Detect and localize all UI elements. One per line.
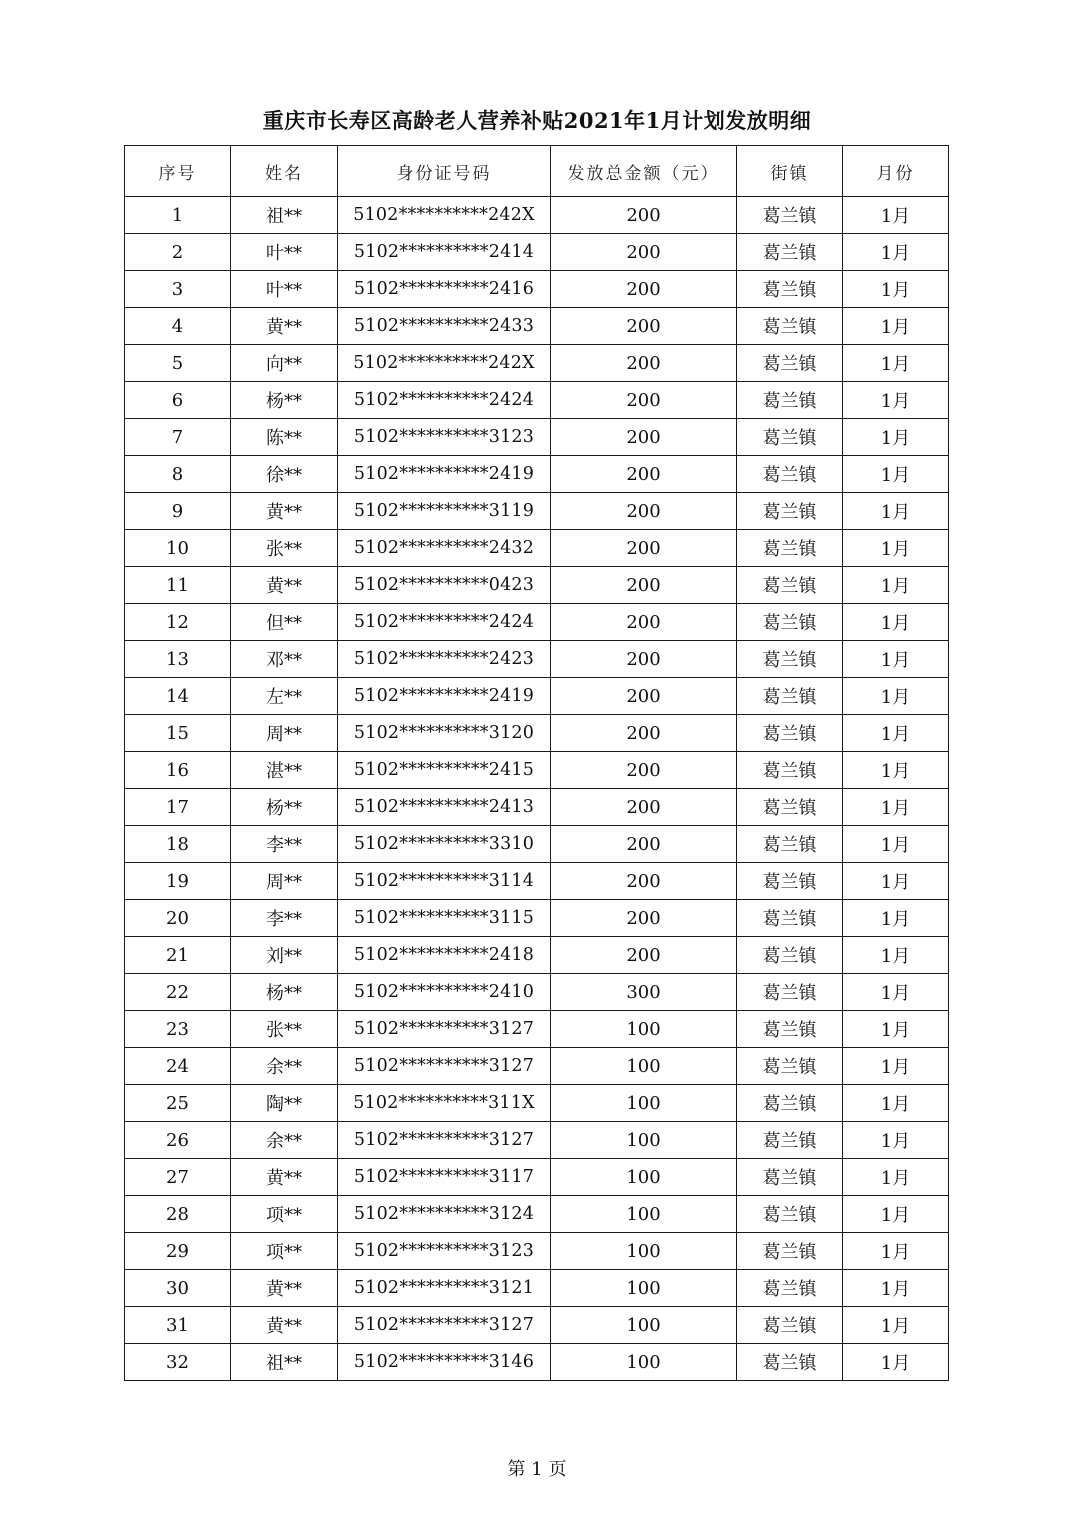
cell-month: 1月 [843,308,949,345]
cell-name: 黄** [231,308,338,345]
cell-id-number: 5102**********3123 [338,419,551,456]
cell-month: 1月 [843,752,949,789]
cell-town: 葛兰镇 [737,641,843,678]
cell-name: 黄** [231,1159,338,1196]
cell-town: 葛兰镇 [737,937,843,974]
cell-month: 1月 [843,1159,949,1196]
cell-serial-number: 15 [125,715,231,752]
cell-town: 葛兰镇 [737,1085,843,1122]
cell-name: 左** [231,678,338,715]
cell-month: 1月 [843,715,949,752]
cell-month: 1月 [843,1048,949,1085]
cell-name: 向** [231,345,338,382]
cell-id-number: 5102**********3127 [338,1307,551,1344]
cell-town: 葛兰镇 [737,974,843,1011]
table-row [125,456,949,493]
cell-amount: 100 [551,1085,737,1122]
table-row [125,826,949,863]
cell-name: 余** [231,1048,338,1085]
cell-serial-number: 13 [125,641,231,678]
cell-town: 葛兰镇 [737,1159,843,1196]
cell-serial-number: 30 [125,1270,231,1307]
table-row [125,752,949,789]
cell-id-number: 5102**********0423 [338,567,551,604]
cell-serial-number: 12 [125,604,231,641]
cell-name: 李** [231,900,338,937]
cell-town: 葛兰镇 [737,1048,843,1085]
cell-month: 1月 [843,789,949,826]
cell-name: 杨** [231,382,338,419]
cell-town: 葛兰镇 [737,863,843,900]
cell-town: 葛兰镇 [737,1011,843,1048]
cell-amount: 200 [551,752,737,789]
table-row [125,1233,949,1270]
table-row [125,382,949,419]
cell-town: 葛兰镇 [737,567,843,604]
cell-id-number: 5102**********2415 [338,752,551,789]
cell-month: 1月 [843,345,949,382]
table-row [125,1011,949,1048]
cell-serial-number: 4 [125,308,231,345]
cell-name: 叶** [231,271,338,308]
cell-name: 徐** [231,456,338,493]
table-row [125,974,949,1011]
cell-serial-number: 26 [125,1122,231,1159]
cell-town: 葛兰镇 [737,382,843,419]
table-row [125,863,949,900]
cell-id-number: 5102**********2433 [338,308,551,345]
table-row [125,641,949,678]
cell-name: 张** [231,1011,338,1048]
cell-serial-number: 11 [125,567,231,604]
cell-month: 1月 [843,271,949,308]
cell-serial-number: 1 [125,197,231,234]
cell-town: 葛兰镇 [737,234,843,271]
cell-town: 葛兰镇 [737,826,843,863]
cell-amount: 200 [551,863,737,900]
table-row [125,1344,949,1381]
cell-month: 1月 [843,1196,949,1233]
cell-month: 1月 [843,1085,949,1122]
cell-serial-number: 5 [125,345,231,382]
cell-name: 黄** [231,567,338,604]
cell-id-number: 5102**********242X [338,197,551,234]
cell-town: 葛兰镇 [737,1196,843,1233]
header-month: 月份 [843,146,949,197]
cell-serial-number: 18 [125,826,231,863]
table-row [125,1196,949,1233]
cell-id-number: 5102**********2424 [338,382,551,419]
table-row [125,530,949,567]
cell-name: 余** [231,1122,338,1159]
cell-serial-number: 29 [125,1233,231,1270]
cell-id-number: 5102**********2424 [338,604,551,641]
cell-month: 1月 [843,1011,949,1048]
cell-name: 黄** [231,1270,338,1307]
cell-town: 葛兰镇 [737,752,843,789]
cell-month: 1月 [843,641,949,678]
cell-id-number: 5102**********311X [338,1085,551,1122]
cell-town: 葛兰镇 [737,789,843,826]
cell-month: 1月 [843,1270,949,1307]
table-row [125,345,949,382]
cell-serial-number: 32 [125,1344,231,1381]
cell-amount: 200 [551,419,737,456]
table-row [125,1307,949,1344]
cell-name: 李** [231,826,338,863]
cell-name: 陈** [231,419,338,456]
cell-name: 湛** [231,752,338,789]
cell-month: 1月 [843,382,949,419]
header-id-number: 身份证号码 [338,146,551,197]
cell-month: 1月 [843,197,949,234]
cell-serial-number: 28 [125,1196,231,1233]
cell-name: 黄** [231,1307,338,1344]
cell-id-number: 5102**********3124 [338,1196,551,1233]
table-row [125,197,949,234]
header-total-amount: 发放总金额（元） [551,146,737,197]
cell-town: 葛兰镇 [737,345,843,382]
header-town: 街镇 [737,146,843,197]
cell-month: 1月 [843,863,949,900]
document-title: 重庆市长寿区高龄老人营养补贴2021年1月计划发放明细 [262,108,812,133]
cell-id-number: 5102**********2419 [338,456,551,493]
cell-id-number: 5102**********2432 [338,530,551,567]
cell-town: 葛兰镇 [737,456,843,493]
cell-amount: 200 [551,826,737,863]
cell-town: 葛兰镇 [737,419,843,456]
cell-name: 黄** [231,493,338,530]
cell-town: 葛兰镇 [737,271,843,308]
cell-name: 祖** [231,1344,338,1381]
table-row [125,789,949,826]
table-row [125,678,949,715]
cell-month: 1月 [843,493,949,530]
table-row [125,308,949,345]
cell-amount: 200 [551,197,737,234]
cell-id-number: 5102**********2418 [338,937,551,974]
cell-id-number: 5102**********3115 [338,900,551,937]
table-row [125,1159,949,1196]
cell-name: 项** [231,1196,338,1233]
cell-town: 葛兰镇 [737,678,843,715]
cell-name: 刘** [231,937,338,974]
cell-amount: 200 [551,715,737,752]
table-row [125,1085,949,1122]
cell-town: 葛兰镇 [737,530,843,567]
cell-amount: 200 [551,271,737,308]
cell-id-number: 5102**********3114 [338,863,551,900]
cell-serial-number: 7 [125,419,231,456]
cell-serial-number: 9 [125,493,231,530]
cell-town: 葛兰镇 [737,715,843,752]
table-row [125,604,949,641]
cell-serial-number: 2 [125,234,231,271]
cell-amount: 200 [551,345,737,382]
cell-name: 周** [231,863,338,900]
cell-month: 1月 [843,1233,949,1270]
cell-amount: 100 [551,1344,737,1381]
cell-month: 1月 [843,234,949,271]
header-name: 姓名 [231,146,338,197]
cell-amount: 100 [551,1196,737,1233]
cell-town: 葛兰镇 [737,604,843,641]
cell-serial-number: 22 [125,974,231,1011]
cell-id-number: 5102**********3127 [338,1048,551,1085]
cell-serial-number: 20 [125,900,231,937]
header-serial-number: 序号 [125,146,231,197]
cell-amount: 100 [551,1270,737,1307]
cell-amount: 200 [551,604,737,641]
cell-amount: 200 [551,789,737,826]
cell-id-number: 5102**********242X [338,345,551,382]
cell-serial-number: 21 [125,937,231,974]
cell-month: 1月 [843,604,949,641]
table-row [125,234,949,271]
cell-amount: 200 [551,382,737,419]
cell-name: 叶** [231,234,338,271]
cell-serial-number: 23 [125,1011,231,1048]
cell-amount: 100 [551,1233,737,1270]
cell-month: 1月 [843,1122,949,1159]
table-row [125,900,949,937]
cell-serial-number: 24 [125,1048,231,1085]
cell-id-number: 5102**********2416 [338,271,551,308]
cell-amount: 300 [551,974,737,1011]
table-row [125,715,949,752]
cell-id-number: 5102**********3123 [338,1233,551,1270]
cell-amount: 100 [551,1159,737,1196]
cell-serial-number: 27 [125,1159,231,1196]
cell-name: 陶** [231,1085,338,1122]
cell-month: 1月 [843,456,949,493]
cell-name: 杨** [231,789,338,826]
cell-town: 葛兰镇 [737,1344,843,1381]
cell-amount: 200 [551,900,737,937]
table-row [125,419,949,456]
subsidy-table [124,145,949,1381]
cell-id-number: 5102**********2419 [338,678,551,715]
cell-month: 1月 [843,1307,949,1344]
cell-month: 1月 [843,900,949,937]
cell-name: 祖** [231,197,338,234]
cell-id-number: 5102**********3120 [338,715,551,752]
cell-amount: 200 [551,937,737,974]
cell-amount: 200 [551,234,737,271]
table-row [125,937,949,974]
cell-month: 1月 [843,567,949,604]
cell-name: 张** [231,530,338,567]
cell-serial-number: 16 [125,752,231,789]
cell-id-number: 5102**********3127 [338,1122,551,1159]
cell-town: 葛兰镇 [737,1307,843,1344]
cell-name: 但** [231,604,338,641]
table-body [125,197,949,1381]
cell-month: 1月 [843,974,949,1011]
cell-amount: 100 [551,1011,737,1048]
cell-amount: 200 [551,456,737,493]
cell-amount: 200 [551,567,737,604]
table-header [125,146,949,197]
table-row [125,1048,949,1085]
cell-name: 杨** [231,974,338,1011]
cell-id-number: 5102**********2410 [338,974,551,1011]
cell-month: 1月 [843,419,949,456]
cell-amount: 100 [551,1122,737,1159]
cell-month: 1月 [843,530,949,567]
cell-amount: 200 [551,641,737,678]
cell-serial-number: 3 [125,271,231,308]
cell-town: 葛兰镇 [737,1270,843,1307]
cell-amount: 200 [551,308,737,345]
cell-month: 1月 [843,937,949,974]
cell-id-number: 5102**********3117 [338,1159,551,1196]
cell-amount: 200 [551,678,737,715]
cell-serial-number: 17 [125,789,231,826]
cell-id-number: 5102**********3121 [338,1270,551,1307]
cell-serial-number: 25 [125,1085,231,1122]
cell-month: 1月 [843,826,949,863]
page-number: 第 1 页 [507,1459,567,1480]
cell-name: 周** [231,715,338,752]
header-row [125,146,949,197]
cell-town: 葛兰镇 [737,1233,843,1270]
cell-amount: 200 [551,530,737,567]
cell-town: 葛兰镇 [737,493,843,530]
cell-month: 1月 [843,1344,949,1381]
cell-amount: 100 [551,1307,737,1344]
cell-serial-number: 8 [125,456,231,493]
cell-id-number: 5102**********2414 [338,234,551,271]
cell-serial-number: 14 [125,678,231,715]
cell-id-number: 5102**********3146 [338,1344,551,1381]
table-row [125,1122,949,1159]
cell-name: 项** [231,1233,338,1270]
cell-serial-number: 31 [125,1307,231,1344]
table-row [125,493,949,530]
cell-town: 葛兰镇 [737,308,843,345]
cell-id-number: 5102**********3310 [338,826,551,863]
cell-serial-number: 10 [125,530,231,567]
cell-id-number: 5102**********3127 [338,1011,551,1048]
cell-amount: 100 [551,1048,737,1085]
cell-town: 葛兰镇 [737,1122,843,1159]
cell-serial-number: 19 [125,863,231,900]
cell-name: 邓** [231,641,338,678]
cell-id-number: 5102**********3119 [338,493,551,530]
table-row [125,271,949,308]
cell-town: 葛兰镇 [737,900,843,937]
table-row [125,567,949,604]
table-row [125,1270,949,1307]
cell-month: 1月 [843,678,949,715]
cell-serial-number: 6 [125,382,231,419]
cell-id-number: 5102**********2413 [338,789,551,826]
cell-town: 葛兰镇 [737,197,843,234]
cell-amount: 200 [551,493,737,530]
cell-id-number: 5102**********2423 [338,641,551,678]
